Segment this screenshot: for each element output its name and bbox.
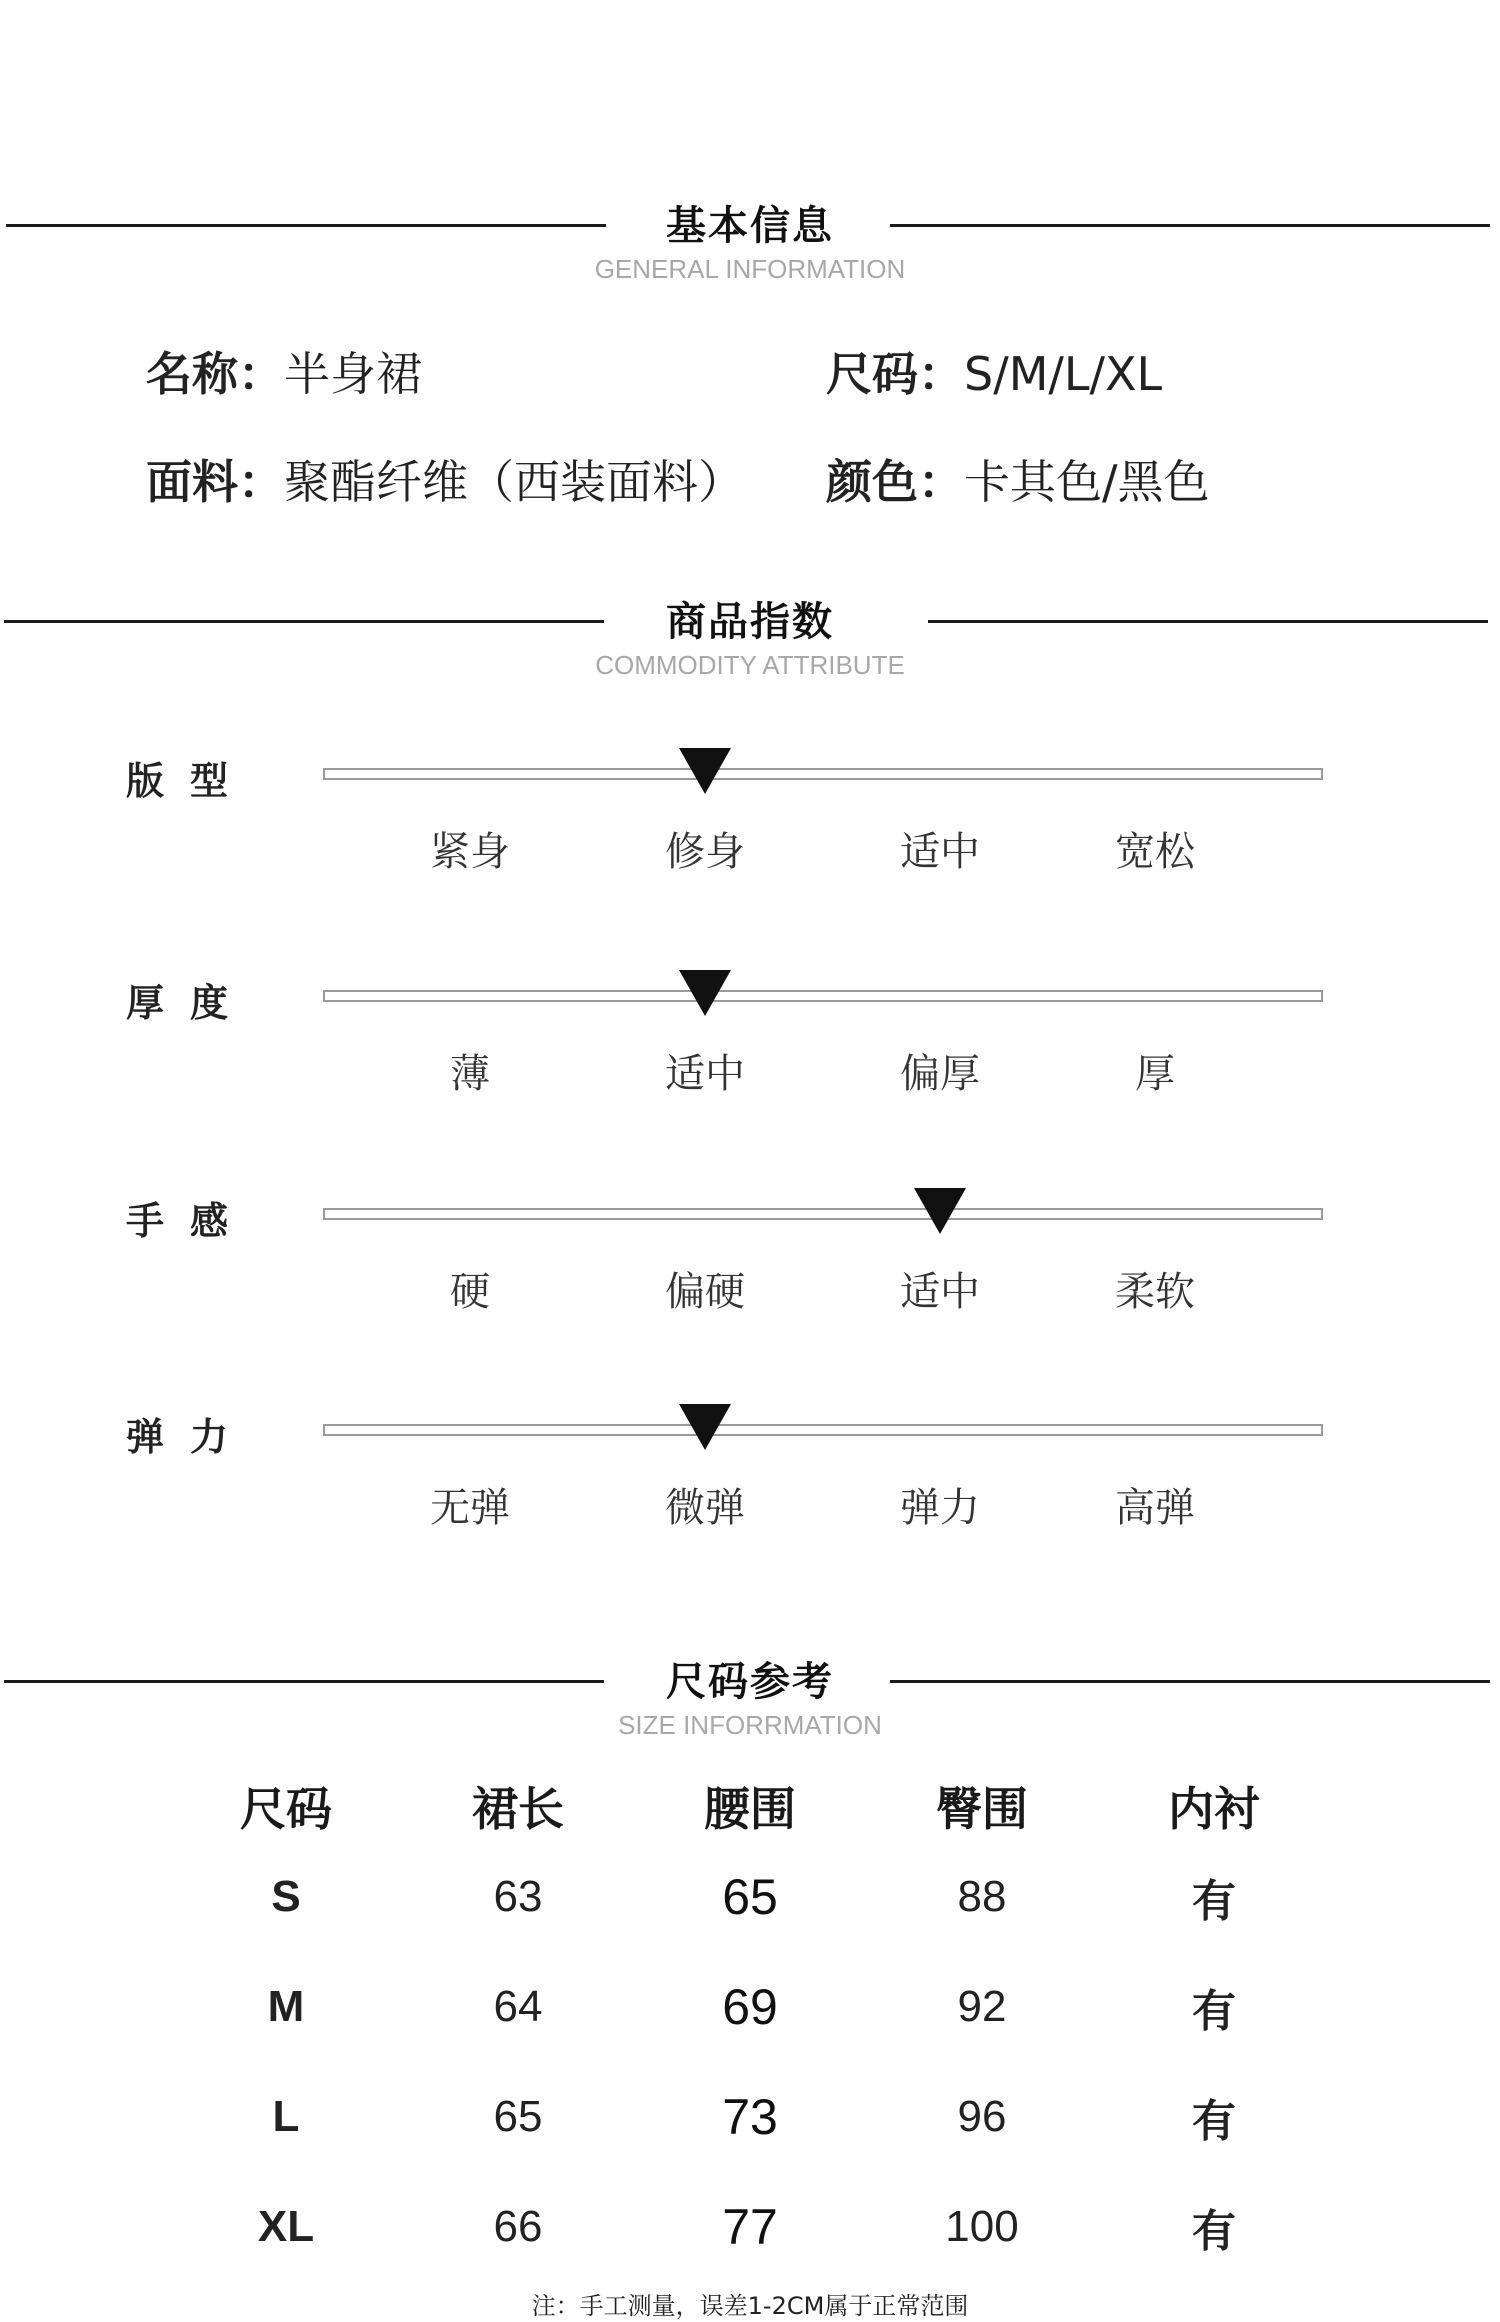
cell-hip: 92: [957, 1982, 1007, 2031]
cell-lining: 有: [1192, 2096, 1236, 2147]
scale-option: 微弹: [665, 1485, 745, 1531]
info-size: [826, 338, 1162, 404]
cell-lining: 有: [1192, 1876, 1236, 1927]
scale-option: 高弹: [1115, 1485, 1195, 1531]
attribute-label: 厚度: [126, 981, 255, 1025]
section-title: 基本信息: [666, 203, 834, 249]
scale-option: 薄: [450, 1051, 490, 1097]
col-header-size: 尺码: [240, 1782, 332, 1836]
scale-option: 弹力: [900, 1485, 980, 1531]
scale-option: 宽松: [1115, 829, 1195, 875]
col-header-waist: 腰围: [704, 1782, 796, 1836]
cell-size: XL: [257, 2202, 315, 2251]
table-row: [170, 2172, 1330, 2282]
scale-track: [323, 1424, 1323, 1436]
table-row: [170, 1952, 1330, 2062]
cell-lining: 有: [1192, 2206, 1236, 2257]
section-subtitle: SIZE INFORRMATION: [618, 1710, 882, 1740]
cell-waist: 77: [722, 2199, 778, 2255]
commodity-header: [0, 599, 1500, 740]
info-fabric-label: 面料：: [146, 455, 284, 509]
cell-hip: 96: [957, 2092, 1007, 2141]
scale-track: [323, 1208, 1323, 1220]
scale-marker-icon: [914, 1188, 966, 1234]
scale-option: 修身: [665, 829, 745, 875]
cell-hip: 100: [945, 2202, 1019, 2251]
scale-option: 柔软: [1115, 1269, 1195, 1315]
attribute-row: [0, 1415, 1500, 1564]
cell-hip: 88: [957, 1872, 1007, 1921]
scale-option: 适中: [665, 1051, 745, 1097]
col-header-hip: 臀围: [936, 1782, 1028, 1836]
info-color-label: 颜色：: [826, 455, 964, 509]
section-title: 商品指数: [666, 599, 834, 645]
cell-size: L: [272, 2092, 300, 2141]
scale-marker-icon: [679, 748, 731, 794]
attribute-label: 版型: [126, 759, 255, 803]
col-header-length: 裙长: [472, 1782, 564, 1836]
cell-size: M: [267, 1982, 305, 2031]
info-size-label: 尺码：: [826, 347, 964, 401]
info-name-label: 名称：: [146, 347, 284, 401]
scale-track: [323, 768, 1323, 780]
info-fabric-value: 聚酯纤维（西装面料）: [284, 455, 744, 509]
section-subtitle: GENERAL INFORMATION: [594, 254, 906, 284]
cell-lining: 有: [1192, 1986, 1236, 2037]
info-name: [146, 338, 422, 404]
attribute-row: [0, 759, 1500, 908]
scale-track: [323, 990, 1323, 1002]
measurement-note: 注：手工测量，误差1-2CM属于正常范围: [531, 2292, 969, 2320]
scale-option: 偏硬: [665, 1269, 745, 1315]
scale-marker-icon: [679, 1404, 731, 1450]
section-subtitle: COMMODITY ATTRIBUTE: [595, 650, 905, 680]
attribute-label: 手感: [126, 1199, 255, 1243]
size-table: [170, 1770, 1330, 2282]
scale-option: 厚: [1135, 1051, 1175, 1097]
attribute-row: [0, 981, 1500, 1130]
scale-option: 适中: [900, 1269, 980, 1315]
attribute-row: [0, 1199, 1500, 1348]
scale-option: 偏厚: [900, 1051, 980, 1097]
cell-waist: 65: [722, 1869, 778, 1925]
cell-waist: 73: [722, 2089, 778, 2145]
scale-option: 无弹: [430, 1485, 510, 1531]
cell-length: 63: [493, 1872, 543, 1921]
general-info-header: [0, 203, 1500, 344]
scale-option: 硬: [450, 1269, 490, 1315]
info-name-value: 半身裙: [284, 347, 422, 401]
table-header-row: [170, 1770, 1330, 1842]
cell-waist: 69: [722, 1979, 778, 2035]
cell-length: 66: [493, 2202, 543, 2251]
cell-size: S: [271, 1872, 301, 1921]
col-header-lining: 内衬: [1168, 1782, 1260, 1836]
cell-length: 65: [493, 2092, 543, 2141]
scale-option: 紧身: [430, 829, 510, 875]
info-color: [826, 446, 1210, 512]
scale-option: 适中: [900, 829, 980, 875]
info-color-value: 卡其色/黑色: [964, 455, 1210, 509]
info-fabric: [146, 446, 744, 512]
section-title: 尺码参考: [666, 1659, 834, 1705]
info-size-value: S/M/L/XL: [964, 347, 1163, 401]
table-row: [170, 1842, 1330, 1952]
cell-length: 64: [493, 1982, 543, 2031]
scale-marker-icon: [679, 970, 731, 1016]
table-row: [170, 2062, 1330, 2172]
attribute-label: 弹力: [126, 1415, 255, 1459]
